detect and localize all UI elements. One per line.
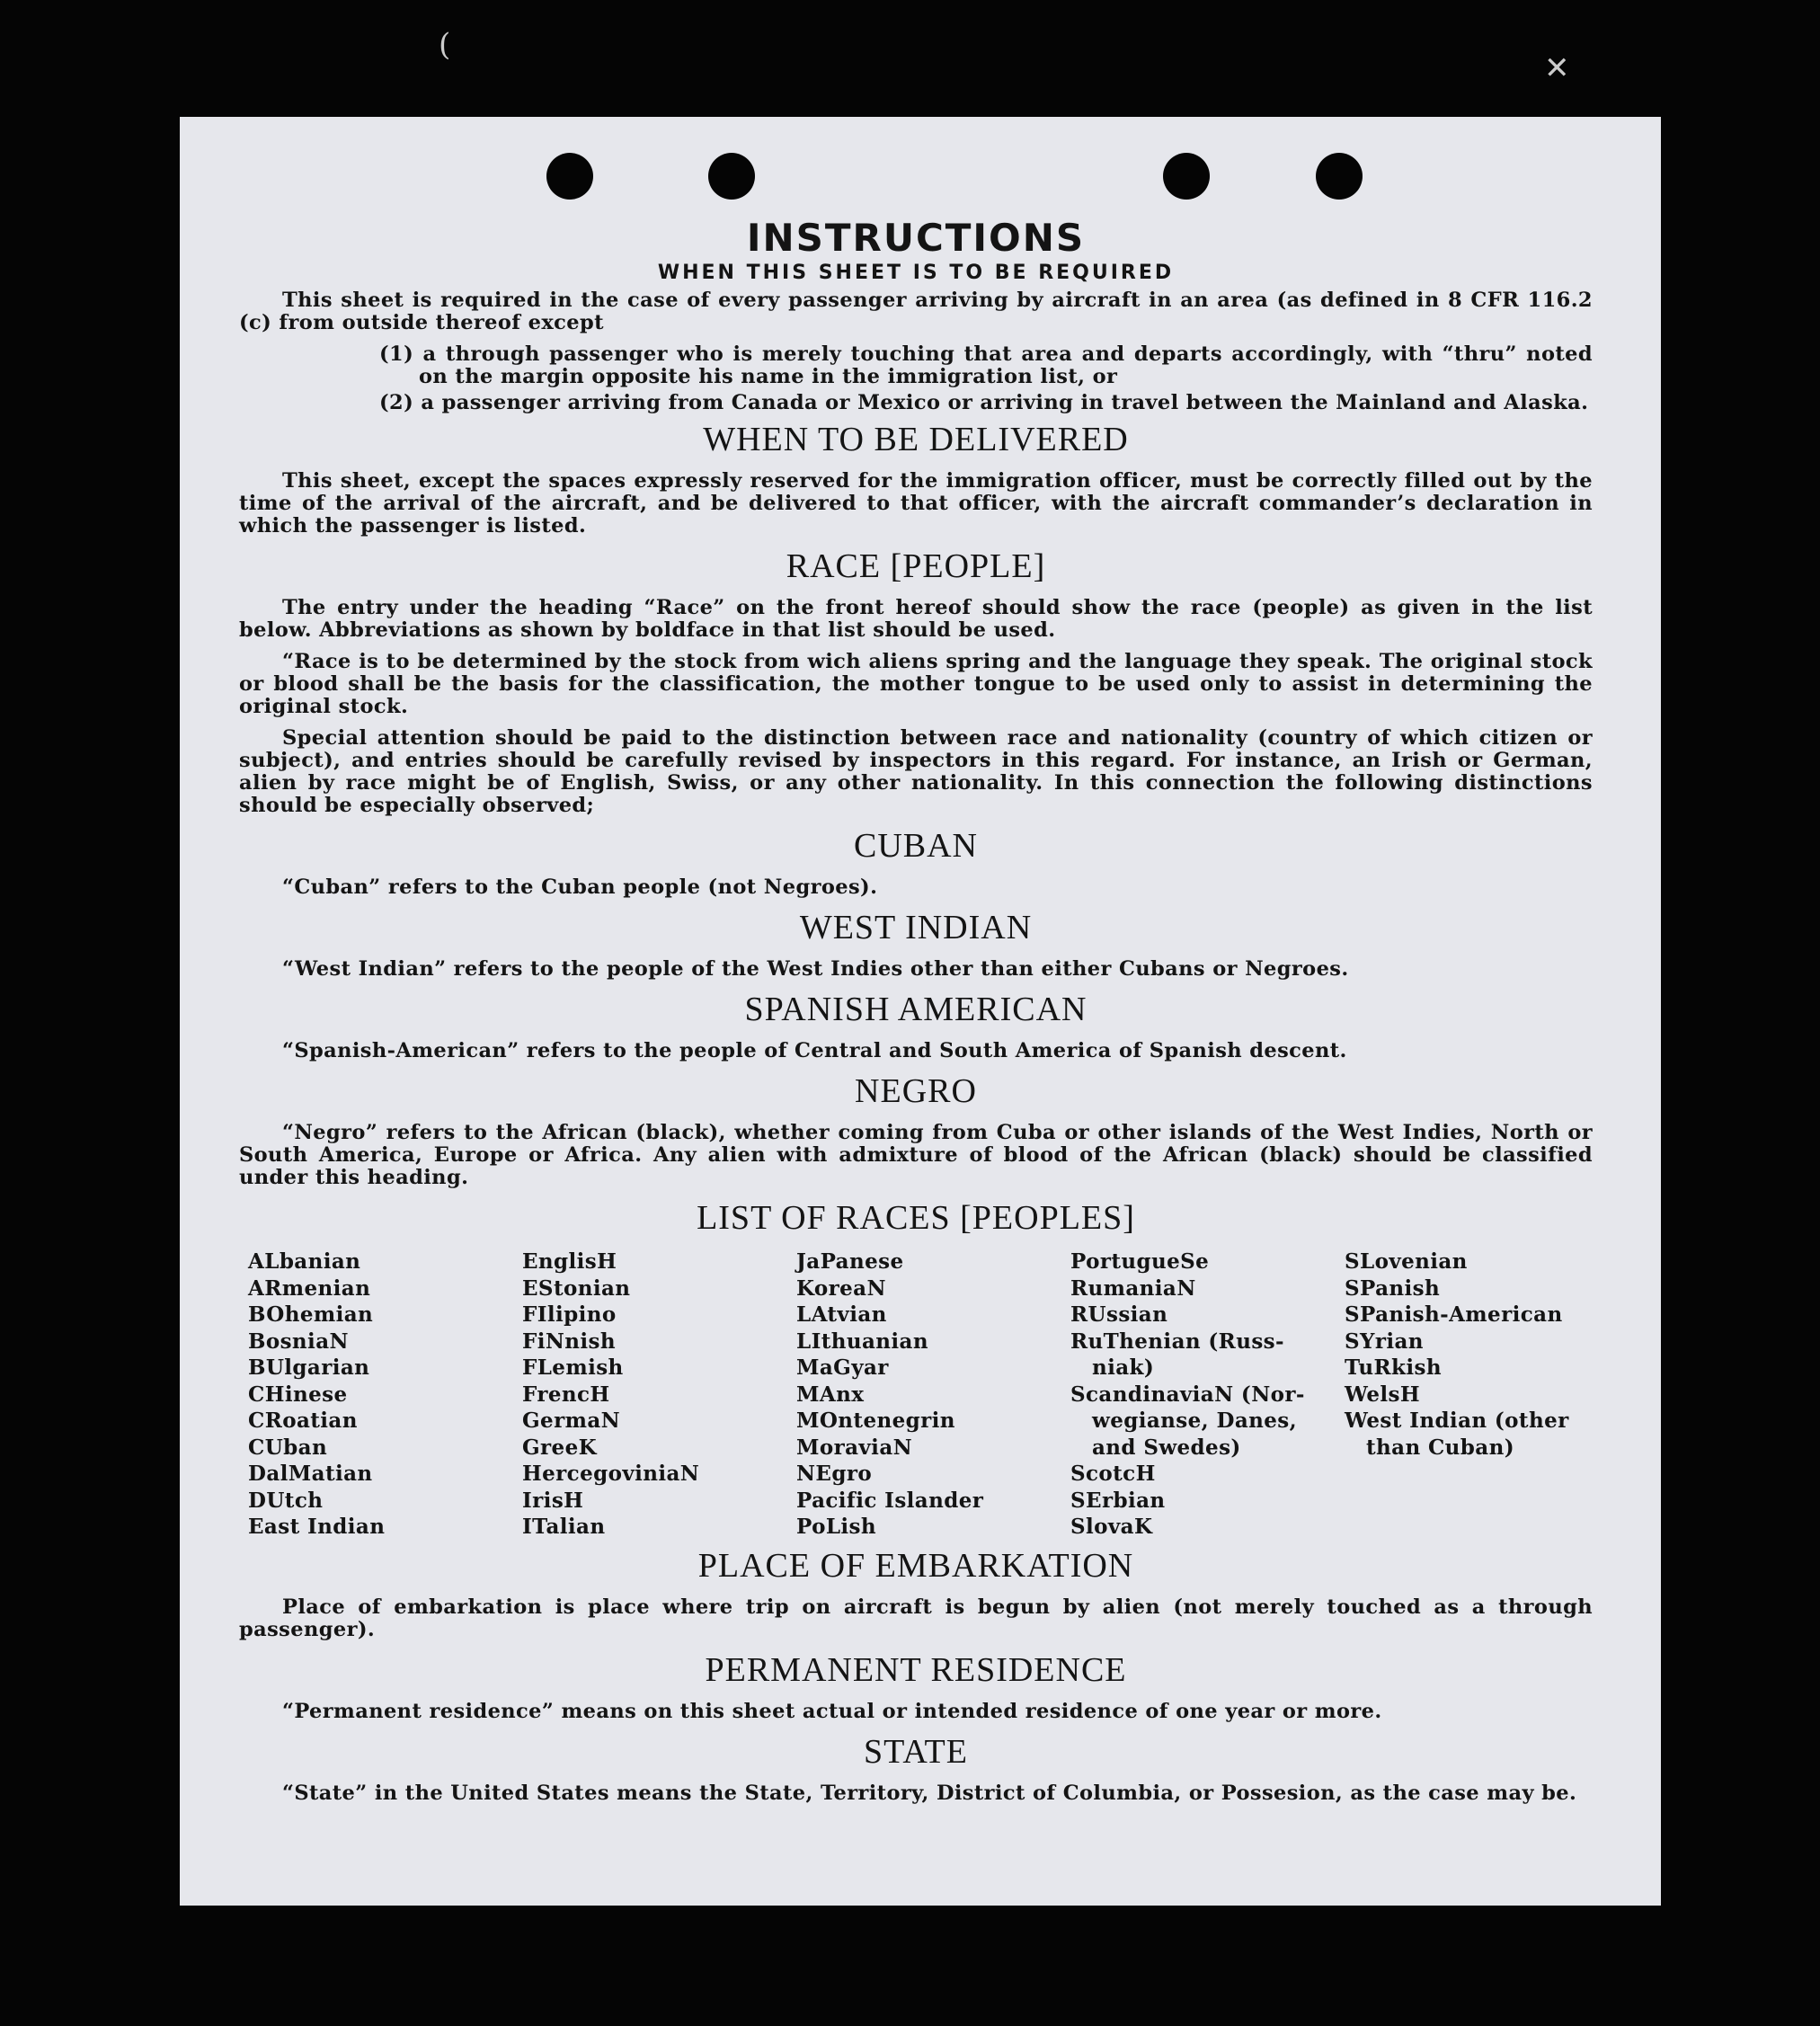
punch-hole — [1163, 153, 1210, 200]
residence-text: “Permanent residence” means on this sheet actual or intended residence of one year or more. — [282, 1699, 1382, 1723]
race-paragraph: “Race is to be determined by the stock from wich aliens spring and the language they speak. The original stock or blood shall be the basis for the classification, the mother tongue to be used only to assist in determining the original stock. — [239, 650, 1593, 718]
races-column — [1070, 1248, 1345, 1541]
races-column — [522, 1248, 796, 1541]
race-entry: SPanish-American — [1345, 1302, 1563, 1327]
race-entry: wegianse, Danes, — [1092, 1408, 1298, 1433]
race-entry: PoLish — [796, 1515, 876, 1539]
race-entry: ARmenian — [248, 1275, 371, 1301]
race-entry: BOhemian — [248, 1302, 374, 1327]
race-entry: ALbanian — [248, 1249, 361, 1274]
races-list — [248, 1248, 1593, 1541]
exception-item: (2) a passenger arriving from Canada or Mexico or arriving in travel between the Mainland and Alaska. — [379, 391, 1589, 414]
section-heading-state: STATE — [864, 1732, 968, 1771]
race-paragraph: The entry under the heading “Race” on the front hereof should show the race (people) as given in the list below. Abbreviations as shown by boldface in that list should be used. — [239, 596, 1593, 642]
races-column — [796, 1248, 1070, 1541]
race-entry: CRoatian — [248, 1408, 358, 1433]
section-heading-cuban: CUBAN — [853, 827, 979, 865]
section-heading-residence: PERMANENT RESIDENCE — [705, 1650, 1127, 1689]
negro-text: “Negro” refers to the African (black), whether coming from Cuba or other islands of the West Indies, North or South America, Europe or Africa. Any alien with admixture of blood of the African (black) should be classified under this heading. — [239, 1121, 1593, 1189]
race-entry: SlovaK — [1070, 1515, 1153, 1539]
page-subtitle: WHEN THIS SHEET IS TO BE REQUIRED — [657, 262, 1175, 284]
delivered-text: This sheet, except the spaces expressly reserved for the immigration officer, must be correctly filled out by the time of the arrival of the aircraft, and be delivered to that officer, with the aircraft commander’s declaration in which the passenger is listed. — [239, 469, 1593, 538]
section-heading-race: RACE [PEOPLE] — [786, 547, 1046, 585]
race-entry: KoreaN — [796, 1275, 886, 1301]
race-entry: Pacific Islander — [796, 1488, 984, 1513]
section-heading-negro: NEGRO — [855, 1072, 977, 1110]
races-column — [248, 1248, 522, 1541]
race-entry: EnglisH — [522, 1249, 617, 1274]
race-paragraph: Special attention should be paid to the distinction between race and nationality (country of which citizen or subject), and entries should be carefully revised by inspectors in this regard. For instance, an Irish or German, alien by race might be of English, Swiss, or any other nationality. In this connection the following distinctions should be especially observed; — [239, 726, 1593, 817]
race-entry: TuRkish — [1345, 1355, 1442, 1380]
race-entry: East Indian — [248, 1515, 386, 1539]
race-entry: DalMatian — [248, 1462, 373, 1486]
embarkation-text: Place of embarkation is place where trip on aircraft is begun by alien (not merely touched as a through passenger). — [239, 1595, 1593, 1641]
race-entry: LAtvian — [796, 1302, 887, 1327]
required-intro: This sheet is required in the case of every passenger arriving by aircraft in an area (as defined in 8 CFR 116.2 (c) from outside thereof except — [239, 289, 1593, 334]
race-entry: MAnx — [796, 1382, 865, 1407]
punch-hole — [708, 153, 755, 200]
race-entry: niak) — [1092, 1355, 1155, 1380]
corner-mark-right: ✕ — [1544, 50, 1570, 86]
section-heading-delivered: WHEN TO BE DELIVERED — [703, 421, 1129, 458]
race-entry: MOntenegrin — [796, 1408, 955, 1433]
race-entry: RumaniaN — [1070, 1275, 1196, 1301]
punch-hole — [546, 153, 593, 200]
race-entry: FIlipino — [522, 1302, 617, 1327]
cuban-text: “Cuban” refers to the Cuban people (not Negroes). — [282, 875, 878, 899]
race-entry: MaGyar — [796, 1355, 889, 1380]
race-entry: RUssian — [1070, 1302, 1168, 1327]
race-entry: MoraviaN — [796, 1435, 913, 1460]
exception-item: (1) a through passenger who is merely touching that area and departs accordingly, with “thru” noted on the margin opposite his name in the immigration list, or — [379, 342, 1593, 388]
west-indian-text: “West Indian” refers to the people of the West Indies other than either Cubans or Negroes. — [282, 957, 1349, 981]
race-entry: IrisH — [522, 1488, 584, 1513]
race-entry: GermaN — [522, 1408, 621, 1433]
race-entry: SYrian — [1345, 1328, 1424, 1354]
section-heading-races-list: LIST OF RACES [PEOPLES] — [697, 1199, 1135, 1237]
race-entry: PortugueSe — [1070, 1249, 1210, 1274]
section-heading-spanish-american: SPANISH AMERICAN — [744, 991, 1088, 1028]
race-entry: CHinese — [248, 1382, 348, 1407]
race-entry: than Cuban) — [1366, 1435, 1514, 1460]
race-entry: ITalian — [522, 1515, 606, 1539]
race-entry: West Indian (other — [1345, 1408, 1569, 1433]
corner-mark-left: ( — [439, 27, 451, 63]
race-entry: and Swedes) — [1092, 1435, 1241, 1460]
state-text: “State” in the United States means the State, Territory, District of Columbia, or Possesion, as the case may be. — [282, 1781, 1577, 1805]
race-entry: BUlgarian — [248, 1355, 370, 1380]
race-entry: ScotcH — [1070, 1462, 1156, 1486]
race-entry: FrencH — [522, 1382, 610, 1407]
race-entry: JaPanese — [796, 1249, 904, 1274]
page-title: INSTRUCTIONS — [746, 216, 1086, 260]
race-entry: DUtch — [248, 1488, 324, 1513]
section-heading-embarkation: PLACE OF EMBARKATION — [697, 1546, 1134, 1585]
section-heading-west-indian: WEST INDIAN — [799, 909, 1033, 946]
spanish-american-text: “Spanish-American” refers to the people of Central and South America of Spanish descent. — [282, 1039, 1347, 1062]
race-entry: RuThenian (Russ- — [1070, 1328, 1284, 1354]
race-entry: FiNnish — [522, 1328, 617, 1354]
race-entry: ScandinaviaN (Nor- — [1070, 1382, 1305, 1407]
race-entry: GreeK — [522, 1435, 598, 1460]
races-column — [1345, 1248, 1619, 1541]
race-entry: CUban — [248, 1435, 328, 1460]
race-entry: BosniaN — [248, 1328, 349, 1354]
race-entry: SLovenian — [1345, 1249, 1468, 1274]
race-entry: HercegoviniaN — [522, 1462, 700, 1486]
race-entry: LIthuanian — [796, 1328, 928, 1354]
race-entry: SErbian — [1070, 1488, 1166, 1513]
race-entry: NEgro — [796, 1462, 873, 1486]
race-entry: EStonian — [522, 1275, 631, 1301]
punch-hole — [1316, 153, 1363, 200]
race-entry: FLemish — [522, 1355, 624, 1380]
race-entry: WelsH — [1345, 1382, 1421, 1407]
instruction-sheet — [180, 117, 1661, 1906]
race-entry: SPanish — [1345, 1275, 1441, 1301]
